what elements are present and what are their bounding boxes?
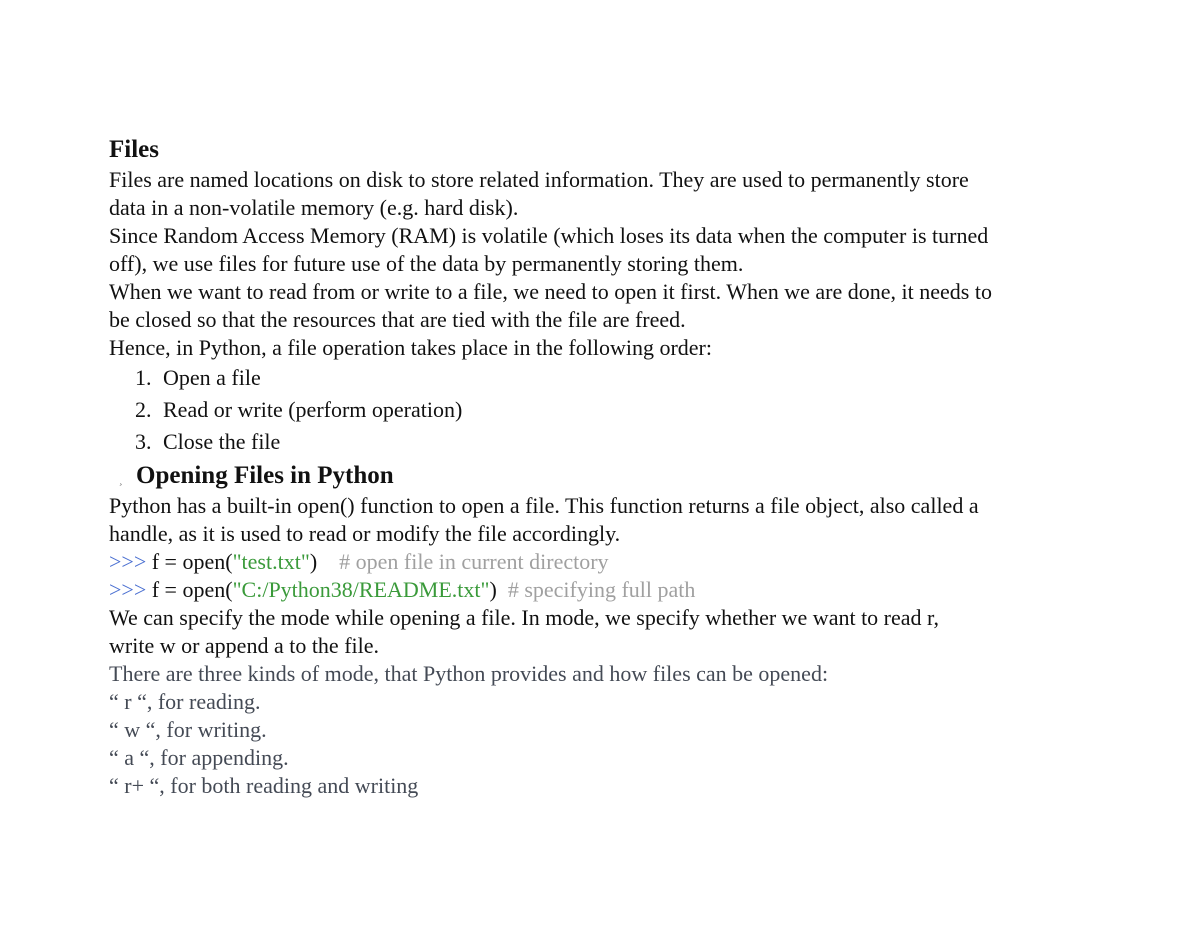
list-item — [109, 426, 1109, 458]
code-string: "test.txt" — [232, 549, 310, 574]
code-call: f = open( — [146, 577, 233, 602]
document-page — [109, 134, 1109, 800]
list-number: 3. — [135, 429, 152, 454]
list-number: 2. — [135, 397, 152, 422]
mode-item: “ w “, for writing. — [109, 717, 267, 742]
opening-section-header — [109, 460, 1109, 492]
paragraph-line: Files are named locations on disk to store related information. They are used to permanently store — [109, 167, 969, 192]
paragraph-line: data in a non-volatile memory (e.g. hard disk). — [109, 195, 519, 220]
mode-item: “ r “, for reading. — [109, 689, 261, 714]
code-comment: # specifying full path — [496, 577, 696, 602]
paragraph-line: be closed so that the resources that are tied with the file are freed. — [109, 307, 686, 332]
paragraph-line: off), we use files for future use of the data by permanently storing them. — [109, 251, 744, 276]
list-item — [109, 394, 1109, 426]
modes-intro: There are three kinds of mode, that Python provides and how files can be opened: — [109, 661, 829, 686]
paragraph-line: Since Random Access Memory (RAM) is volatile (which loses its data when the computer is turned — [109, 223, 989, 248]
code-line — [109, 548, 1109, 576]
list-text: Open a file — [163, 365, 261, 390]
list-text: Close the file — [163, 429, 281, 454]
list-item — [109, 362, 1109, 394]
mode-item: “ a “, for appending. — [109, 745, 289, 770]
code-line — [109, 576, 1109, 604]
code-prompt: >>> — [109, 577, 147, 602]
paragraph-line: We can specify the mode while opening a file. In mode, we specify whether we want to read r, — [109, 605, 939, 630]
paragraph-line: Hence, in Python, a file operation takes place in the following order: — [109, 335, 712, 360]
code-prompt: >>> — [109, 549, 147, 574]
code-close-paren: ) — [489, 577, 497, 602]
bullet-mark: ¸ — [119, 475, 123, 486]
paragraph-line: write w or append a to the file. — [109, 633, 380, 658]
paragraph-line: handle, as it is used to read or modify the file accordingly. — [109, 521, 621, 546]
list-number: 1. — [135, 365, 152, 390]
code-string: "C:/Python38/README.txt" — [232, 577, 490, 602]
code-call: f = open( — [146, 549, 233, 574]
file-operation-steps — [109, 362, 1109, 458]
code-comment: # open file in current directory — [317, 549, 609, 574]
opening-files-heading: Opening Files in Python — [136, 462, 394, 489]
files-heading: Files — [109, 136, 159, 163]
code-close-paren: ) — [309, 549, 318, 574]
paragraph-line: When we want to read from or write to a file, we need to open it first. When we are done, it needs to — [109, 279, 992, 304]
paragraph-line: Python has a built-in open() function to open a file. This function returns a file object, also called a — [109, 493, 979, 518]
mode-item: “ r+ “, for both reading and writing — [109, 773, 419, 798]
list-text: Read or write (perform operation) — [163, 397, 463, 422]
